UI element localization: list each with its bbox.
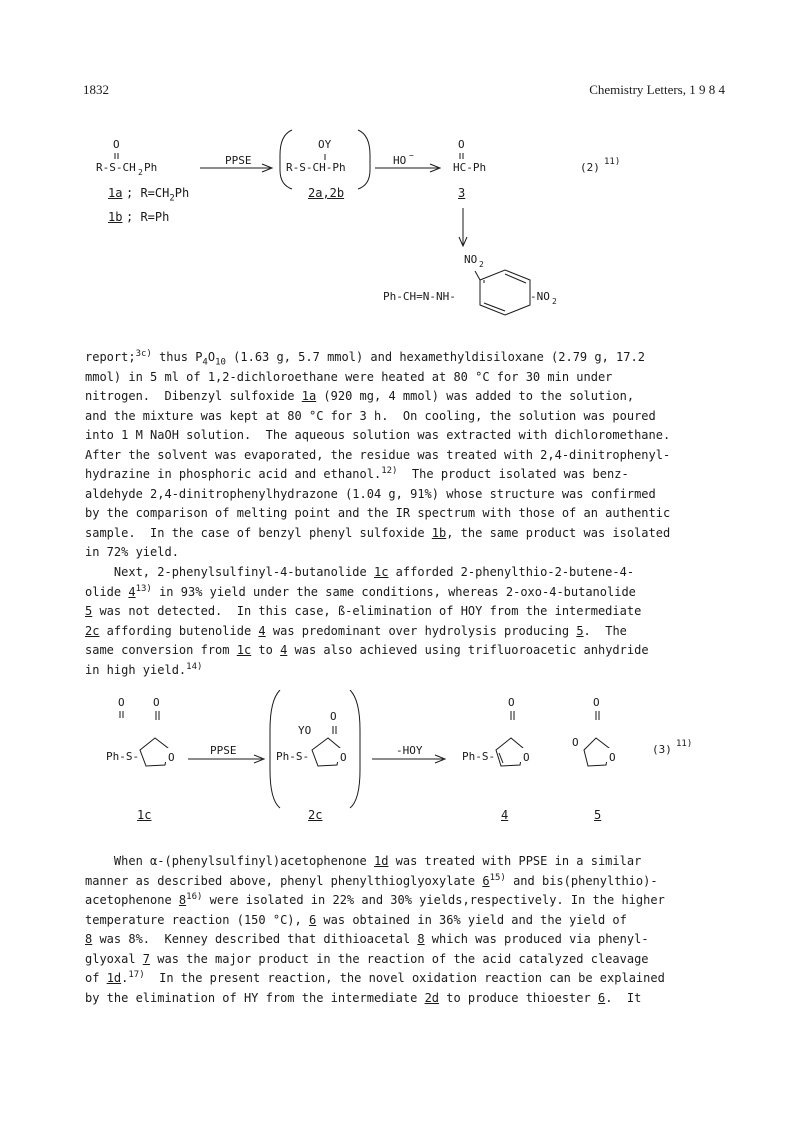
svg-text:Ph-S-: Ph-S- xyxy=(276,750,310,763)
svg-text:O: O xyxy=(523,751,530,764)
svg-text:PPSE: PPSE xyxy=(210,744,237,757)
label-2c: 2c xyxy=(308,808,323,822)
svg-text:O: O xyxy=(153,696,160,709)
svg-text:R-S-CH-Ph: R-S-CH-Ph xyxy=(286,161,346,174)
svg-text:R-S-CH: R-S-CH xyxy=(96,161,136,174)
page-number: 1832 xyxy=(83,82,109,97)
svg-text:YO: YO xyxy=(298,724,312,737)
label-1a-desc: ; $R=CH_2Ph$ xyxy=(126,186,190,204)
label-2ab: 2a,2b xyxy=(308,186,345,200)
svg-text:(3): (3) xyxy=(652,743,672,756)
svg-text:Ph: Ph xyxy=(144,161,158,174)
svg-text:HO: HO xyxy=(393,154,407,167)
svg-text:11): 11) xyxy=(604,157,621,167)
svg-text:O: O xyxy=(113,138,120,151)
label-1a: 1a xyxy=(108,186,123,200)
svg-text:O: O xyxy=(572,736,579,749)
svg-text:O: O xyxy=(330,710,337,723)
scheme-3 xyxy=(0,690,793,820)
svg-text:−: − xyxy=(409,151,414,160)
svg-text:Ph-S-: Ph-S- xyxy=(462,750,496,763)
svg-text:OY: OY xyxy=(318,138,332,151)
svg-text:-NO: -NO xyxy=(530,290,550,303)
label-1c: 1c xyxy=(137,808,152,822)
journal-header: Chemistry Letters, 1 9 8 4 xyxy=(589,82,725,97)
svg-text:Ph-S-: Ph-S- xyxy=(106,750,140,763)
label-1b-desc: ; R=Ph xyxy=(126,210,170,224)
svg-text:O: O xyxy=(118,696,125,709)
svg-text:(2): (2) xyxy=(580,161,600,174)
label-1b: 1b xyxy=(108,210,123,224)
svg-text:2: 2 xyxy=(138,168,143,177)
svg-text:2: 2 xyxy=(479,260,484,269)
svg-text:NO: NO xyxy=(464,253,478,266)
paragraph-2: Next, 2-phenylsulfinyl-4-butanolide 1c afforded 2-phenylthio-2-butene-4- olide 4$^{13)}$ in 93% yield under the same conditions, whereas 2-oxo-4-butanolide 5 was not detected. In this case, ß-elimination of HOY from the intermediate 2c affording butenolide 4 was predominant over hydrolysis producing 5. The same conversion from 1c to 4 was also achieved using trifluoroacetic anhydride in high yield.$^{14)}$ xyxy=(85,565,649,677)
scheme2-reagent1: PPSE xyxy=(225,154,252,167)
svg-text:O: O xyxy=(609,751,616,764)
svg-text:O: O xyxy=(458,138,465,151)
svg-text:O: O xyxy=(340,751,347,764)
label-4: 4 xyxy=(501,808,509,822)
scheme-2 xyxy=(0,125,793,325)
svg-text:O: O xyxy=(508,696,515,709)
svg-text:Ph-CH=N-NH-: Ph-CH=N-NH- xyxy=(383,290,456,303)
svg-text:O: O xyxy=(168,751,175,764)
paragraph-3: When α-(phenylsulfinyl)acetophenone 1d was treated with PPSE in a similar manner as described above, phenyl phenylthioglyoxylate 6$^{15)}$ and bis(phenylthio)- acetophenone 8$^{16)}$ were isolated in 22% and 30% yields,respectively. In the higher temperature reaction (150 °C), 6 was obtained in 36% yield and the yield of 8 was 8%. Kenney described that dithioacetal 8 which was produced via phenyl- glyoxal 7 was the major product in the reaction of the acid catalyzed cleavage of 1d.$^{17)}$ In the present reaction, the novel oxidation reaction can be explained by the elimination of HY from the intermediate 2d to produce thioester 6. It xyxy=(85,854,665,1005)
svg-text:HC-Ph: HC-Ph xyxy=(453,161,487,174)
label-3: 3 xyxy=(458,186,466,200)
svg-text:2: 2 xyxy=(552,297,557,306)
svg-text:O: O xyxy=(593,696,600,709)
label-5: 5 xyxy=(594,808,602,822)
svg-text:-HOY: -HOY xyxy=(396,744,423,757)
svg-text:11): 11) xyxy=(676,739,693,749)
paragraph-1: report;$^{3c)}$ thus $P_4O_{10}$ (1.63 g, 5.7 mmol) and hexamethyldisiloxane (2.79 g, 17.2 mmol) in 5 ml of 1,2-dichloroethane were heated at 80 °C for 30 min under nitrogen. Dibenzyl sulfoxide 1a (920 mg, 4 mmol) was added to the solution, and the mixture was kept at 80 °C for 3 h. On cooling, the solution was poured into 1 M NaOH solution. The aqueous solution was extracted with dichloromethane. After the solvent was evaporated, the residue was treated with 2,4-dinitrophenyl- hydrazine in phosphoric acid and ethanol.$^{12)}$ The product isolated was benz- aldehyde 2,4-dinitrophenylhydrazone (1.04 g, 91%) whose structure was confirmed by the comparison of melting point and the IR spectrum with those of an authentic sample. In the case of benzyl phenyl sulfoxide 1b, the same product was isolated in 72% yield. xyxy=(85,349,671,559)
